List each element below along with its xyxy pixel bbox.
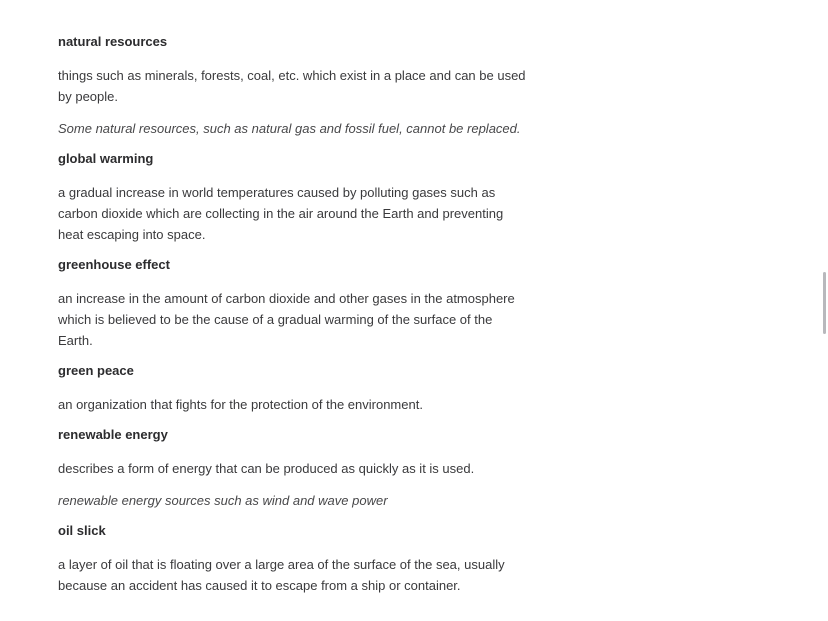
- term-heading: green peace: [58, 363, 134, 378]
- glossary-entry-green-peace: [58, 362, 528, 415]
- term-heading: global warming: [58, 151, 154, 166]
- glossary-entry-global-warming: [58, 150, 528, 245]
- term-definition: things such as minerals, forests, coal, etc. which exist in a place and can be used by people.: [58, 68, 526, 104]
- glossary-entry-oil-slick: [58, 522, 528, 596]
- glossary-entry-natural-resources: [58, 33, 528, 139]
- term-heading: oil slick: [58, 523, 106, 538]
- term-definition: a layer of oil that is floating over a large area of the surface of the sea, usually because an accident has caused it to escape from a ship or container.: [58, 557, 505, 593]
- glossary-entry-greenhouse-effect: [58, 256, 528, 351]
- term-definition: a gradual increase in world temperatures caused by polluting gases such as carbon dioxide which are collecting in the air around the Earth and preventing heat escaping into space.: [58, 185, 504, 242]
- glossary-list: [58, 33, 528, 607]
- term-heading: greenhouse effect: [58, 257, 170, 272]
- term-definition: an increase in the amount of carbon dioxide and other gases in the atmosphere which is believed to be the cause of a gradual warming of the surface of the Earth.: [58, 291, 515, 348]
- term-definition: an organization that fights for the protection of the environment.: [58, 397, 423, 412]
- term-example: Some natural resources, such as natural gas and fossil fuel, cannot be replaced.: [58, 121, 521, 136]
- term-example: renewable energy sources such as wind and wave power: [58, 493, 388, 508]
- vertical-scrollbar[interactable]: [823, 272, 826, 334]
- term-heading: natural resources: [58, 34, 168, 49]
- glossary-entry-renewable-energy: [58, 426, 528, 511]
- term-definition: describes a form of energy that can be produced as quickly as it is used.: [58, 461, 475, 476]
- term-heading: renewable energy: [58, 427, 168, 442]
